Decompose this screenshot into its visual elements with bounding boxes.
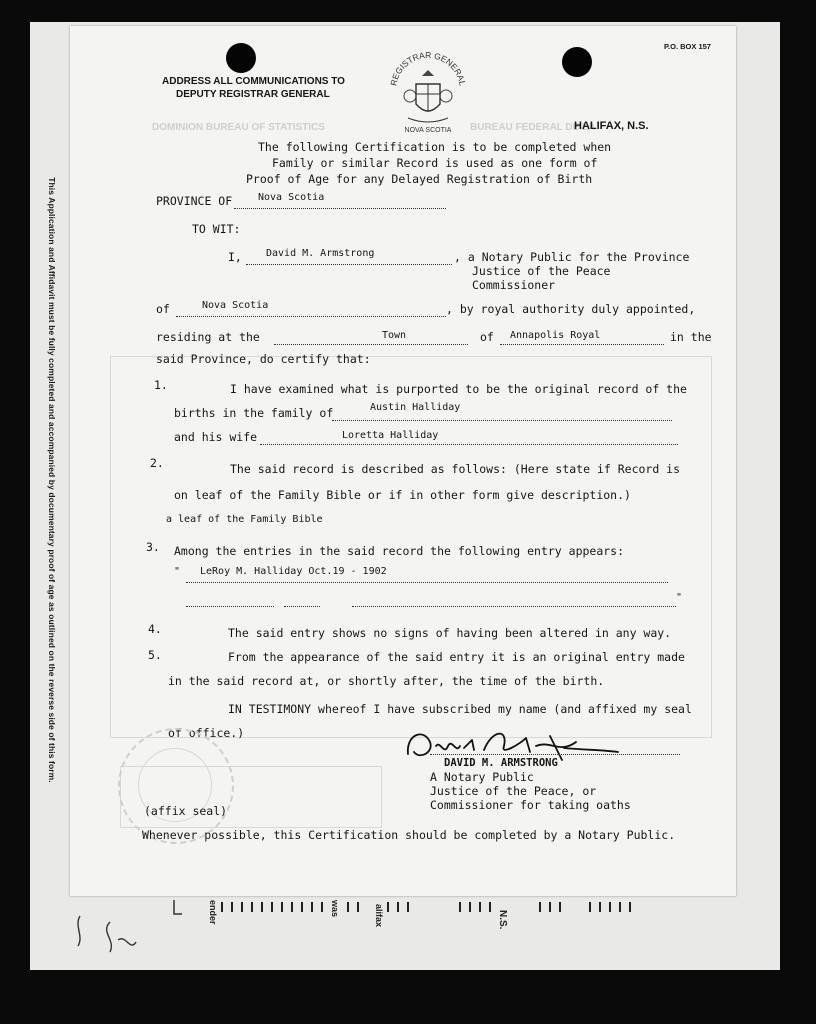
item-1-text-c: and his wife	[174, 430, 258, 444]
residing-type: Town	[382, 330, 407, 341]
svg-text:REGISTRAR GENERAL	[388, 50, 467, 87]
of-suffix: , by royal authority duly appointed,	[446, 302, 696, 316]
affix-seal-label: (affix seal)	[144, 804, 228, 818]
item-1-text-b: births in the family of	[174, 406, 334, 420]
of-prefix: of	[156, 302, 170, 316]
printed-signer-name: DAVID M. ARMSTRONG	[444, 757, 558, 769]
residing-prefix: residing at the	[156, 330, 260, 344]
item-2-number: 2.	[150, 456, 164, 470]
item-4-number: 4.	[148, 622, 162, 636]
testimony-rest: whereof I have subscribed my name (and affixed my seal	[311, 702, 692, 716]
entry-open-quote: "	[174, 566, 181, 577]
residing-place: Annapolis Royal	[510, 330, 601, 341]
ruled-ticks	[70, 896, 730, 966]
seal-top-text: REGISTRAR GENERAL	[388, 49, 468, 87]
birth-entry: LeRoy M. Halliday Oct.19 - 1902	[200, 566, 387, 577]
seal-bottom-text: NOVA SCOTIA	[404, 127, 452, 134]
entry-close-quote: "	[676, 592, 683, 603]
bottom-mark-2: was	[330, 900, 340, 918]
bottom-mark-1: ender	[208, 900, 218, 925]
footer-note: Whenever possible, this Certification should be completed by a Notary Public.	[142, 828, 676, 842]
registrar-seal	[388, 44, 468, 140]
item-5-text-a: From the appearance of the said entry it is an original entry made	[228, 650, 685, 664]
item-5-text-b: in the said record at, or shortly after, the time of the birth.	[168, 674, 605, 688]
certifier-role-1: , a Notary Public for the Province	[454, 250, 690, 264]
testimony-line-1	[228, 702, 692, 716]
residing-suffix: in the	[670, 330, 712, 344]
item-2-text-b: on leaf of the Family Bible or if in other form give description.)	[174, 488, 631, 502]
intro-line-2: Family or similar Record is used as one form of	[272, 156, 598, 170]
intro-line-1: The following Certification is to be completed when	[258, 140, 612, 154]
punch-hole-left	[226, 43, 256, 73]
of-value: Nova Scotia	[202, 300, 269, 311]
underlying-form-strip	[70, 896, 730, 966]
punch-hole-right	[562, 47, 592, 77]
coat-of-arms-icon	[388, 44, 468, 140]
to-wit-label: TO WIT:	[192, 222, 241, 236]
said-province-line: said Province, do certify that:	[156, 352, 371, 366]
item-3-number: 3.	[146, 540, 160, 554]
province-label: PROVINCE OF	[156, 194, 233, 208]
signature-role-1: A Notary Public	[430, 770, 534, 784]
address-line-2: DEPUTY REGISTRAR GENERAL	[176, 89, 330, 100]
item-2-text-a: The said record is described as follows: (Here state if Record is	[230, 462, 681, 476]
record-description: a leaf of the Family Bible	[166, 514, 323, 525]
testimony-line-2: of office.)	[168, 726, 245, 740]
side-instruction-text: This Application and Affidavit must be fully completed and accompanied by documentary proof of age as outlined on the reverse side of this form.	[47, 177, 57, 783]
item-5-number: 5.	[148, 648, 162, 662]
item-1-text-a: I have examined what is purported to be the original record of the	[230, 382, 687, 396]
intro-line-3: Proof of Age for any Delayed Registration of Birth	[246, 172, 593, 186]
father-name: Austin Halliday	[370, 402, 461, 413]
signature-role-3: Commissioner for taking oaths	[430, 798, 631, 812]
testimony-caps: IN TESTIMONY	[228, 702, 312, 716]
province-value: Nova Scotia	[258, 192, 325, 203]
city-heading: HALIFAX, N.S.	[574, 120, 649, 132]
certification-sheet: DOMINION BUREAU OF STATISTICS BUREAU FEDERAL DE LA ADDRESS ALL COMMUNICATIONS TO DEPUTY REGISTRAR GENERAL REGISTRAR GENERAL NOVA SCOTIA P.O. BOX 157 HALIFAX, N.S. The following Certification is to be completed when Family or similar Record is used as one form of Proof of Age for any Delayed Registration of Birth PROVINCE OF Nova Scotia TO WIT: I, David M. Armstrong , a Notary Public for the Province Justice of the Peace Commissioner of Nova Scotia , by royal authority duly appointed, residing at the Town of Annapolis Royal in the said Province, do certify that: 1. I have examined what is purported to be the original record of the births in the family of Austin Halliday and his wife Loretta Halliday 2. The said record is described as follows: (Here state if Record is on leaf of the Family Bible or if in other form give description.) a leaf of the Family Bible 3. Among the entries in the said record the following entry appears: " LeRoy M. Halliday Oct.19 - 1902 " 4. The said entry shows no signs of having been altered in any way. 5. From the appearance of the said entry it is an original entry made in the said record at, or shortly after, the time of the birth. IN TESTIMONY whereof I have subscribed my name (and affixed my seal of office.) DAVID M. ARMSTRONG A Notary Public Justice of the Peace, or Commissioner for taking oaths (affix seal) Whenever possible, this Certification should be completed by a Notary Public.	[70, 26, 736, 896]
certifier-role-3: Commissioner	[472, 278, 556, 292]
certifier-prefix: I,	[228, 250, 242, 264]
item-3-text: Among the entries in the said record the following entry appears:	[174, 544, 625, 558]
signature-role-2: Justice of the Peace, or	[430, 784, 597, 798]
bottom-mark-4: N.S.	[497, 910, 508, 930]
item-1-number: 1.	[154, 378, 168, 392]
po-box: P.O. BOX 157	[664, 42, 711, 51]
bottom-mark-3: alifax	[374, 904, 384, 928]
certifier-name: David M. Armstrong	[266, 248, 375, 259]
residing-of: of	[480, 330, 494, 344]
certifier-role-2: Justice of the Peace	[472, 264, 611, 278]
item-4-text: The said entry shows no signs of having been altered in any way.	[228, 626, 672, 640]
address-line-1: ADDRESS ALL COMMUNICATIONS TO	[162, 76, 345, 87]
mother-name: Loretta Halliday	[342, 430, 439, 441]
